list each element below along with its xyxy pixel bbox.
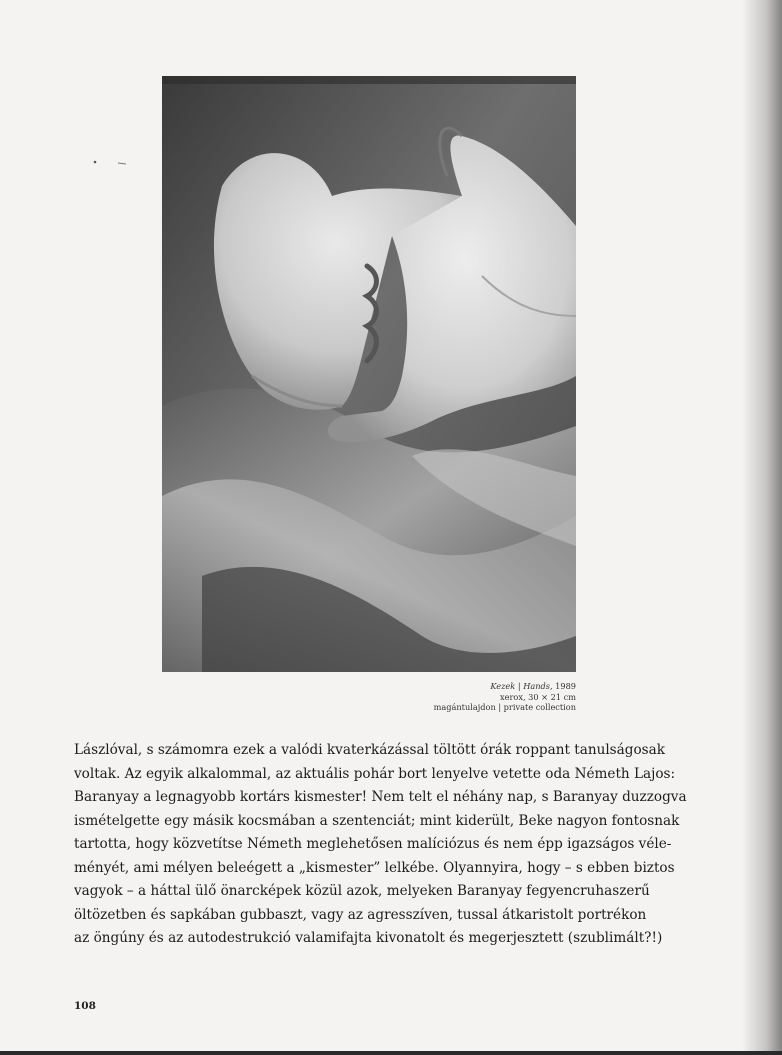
body-line: voltak. Az egyik alkalommal, az aktuális pohár bort lenyelve vetette oda Németh Lajos: — [74, 765, 676, 782]
page-gutter-shadow — [742, 0, 782, 1055]
body-paragraph — [74, 739, 687, 951]
body-line: az öngúny és az autodestrukció valamifajta kivonatolt és megerjesztett (szublimált?!) — [74, 930, 663, 946]
page-bottom-edge — [0, 1051, 782, 1055]
caption-title-line — [216, 681, 576, 692]
caption-medium-size: xerox, 30 × 21 cm — [500, 691, 576, 702]
caption-title-hu: Kezek — [490, 681, 516, 691]
body-line: ismételgette egy másik kocsmában a szentenciát; mint kiderült, Beke nagyon fontosnak — [74, 812, 680, 829]
body-line: öltözetben és sapkában gubbaszt, vagy az agresszíven, tussal átkaristolt portrékon — [74, 906, 647, 923]
caption-separator: | — [517, 681, 521, 691]
caption-year: 1989 — [555, 681, 576, 691]
caption-collection: magántulajdon | private collection — [433, 702, 576, 712]
page-number: 108 — [74, 1000, 96, 1012]
caption-title-en: Hands, — [523, 681, 553, 691]
body-line: Lászlóval, s számomra ezek a valódi kvaterkázással töltött órák roppant tanulságosak — [74, 742, 665, 758]
body-line: ményét, ami mélyen beleégett a „kismester” lelkébe. Olyannyira, hogy – s ebben biztos — [74, 859, 675, 876]
body-line: tartotta, hogy közvetítse Németh meglehetősen malíciózus és nem épp igazságos véle- — [74, 836, 672, 852]
artwork-hands-xerox — [162, 76, 576, 672]
artwork-caption — [216, 681, 576, 713]
body-line: vagyok – a háttal ülő önarcképek közül azok, melyeken Baranyay fegyencruhaszerű — [74, 883, 650, 899]
body-line: Baranyay a legnagyobb kortárs kismester! Nem telt el néhány nap, s Baranyay duzzogva — [74, 789, 687, 805]
stray-print-marks — [92, 157, 132, 167]
